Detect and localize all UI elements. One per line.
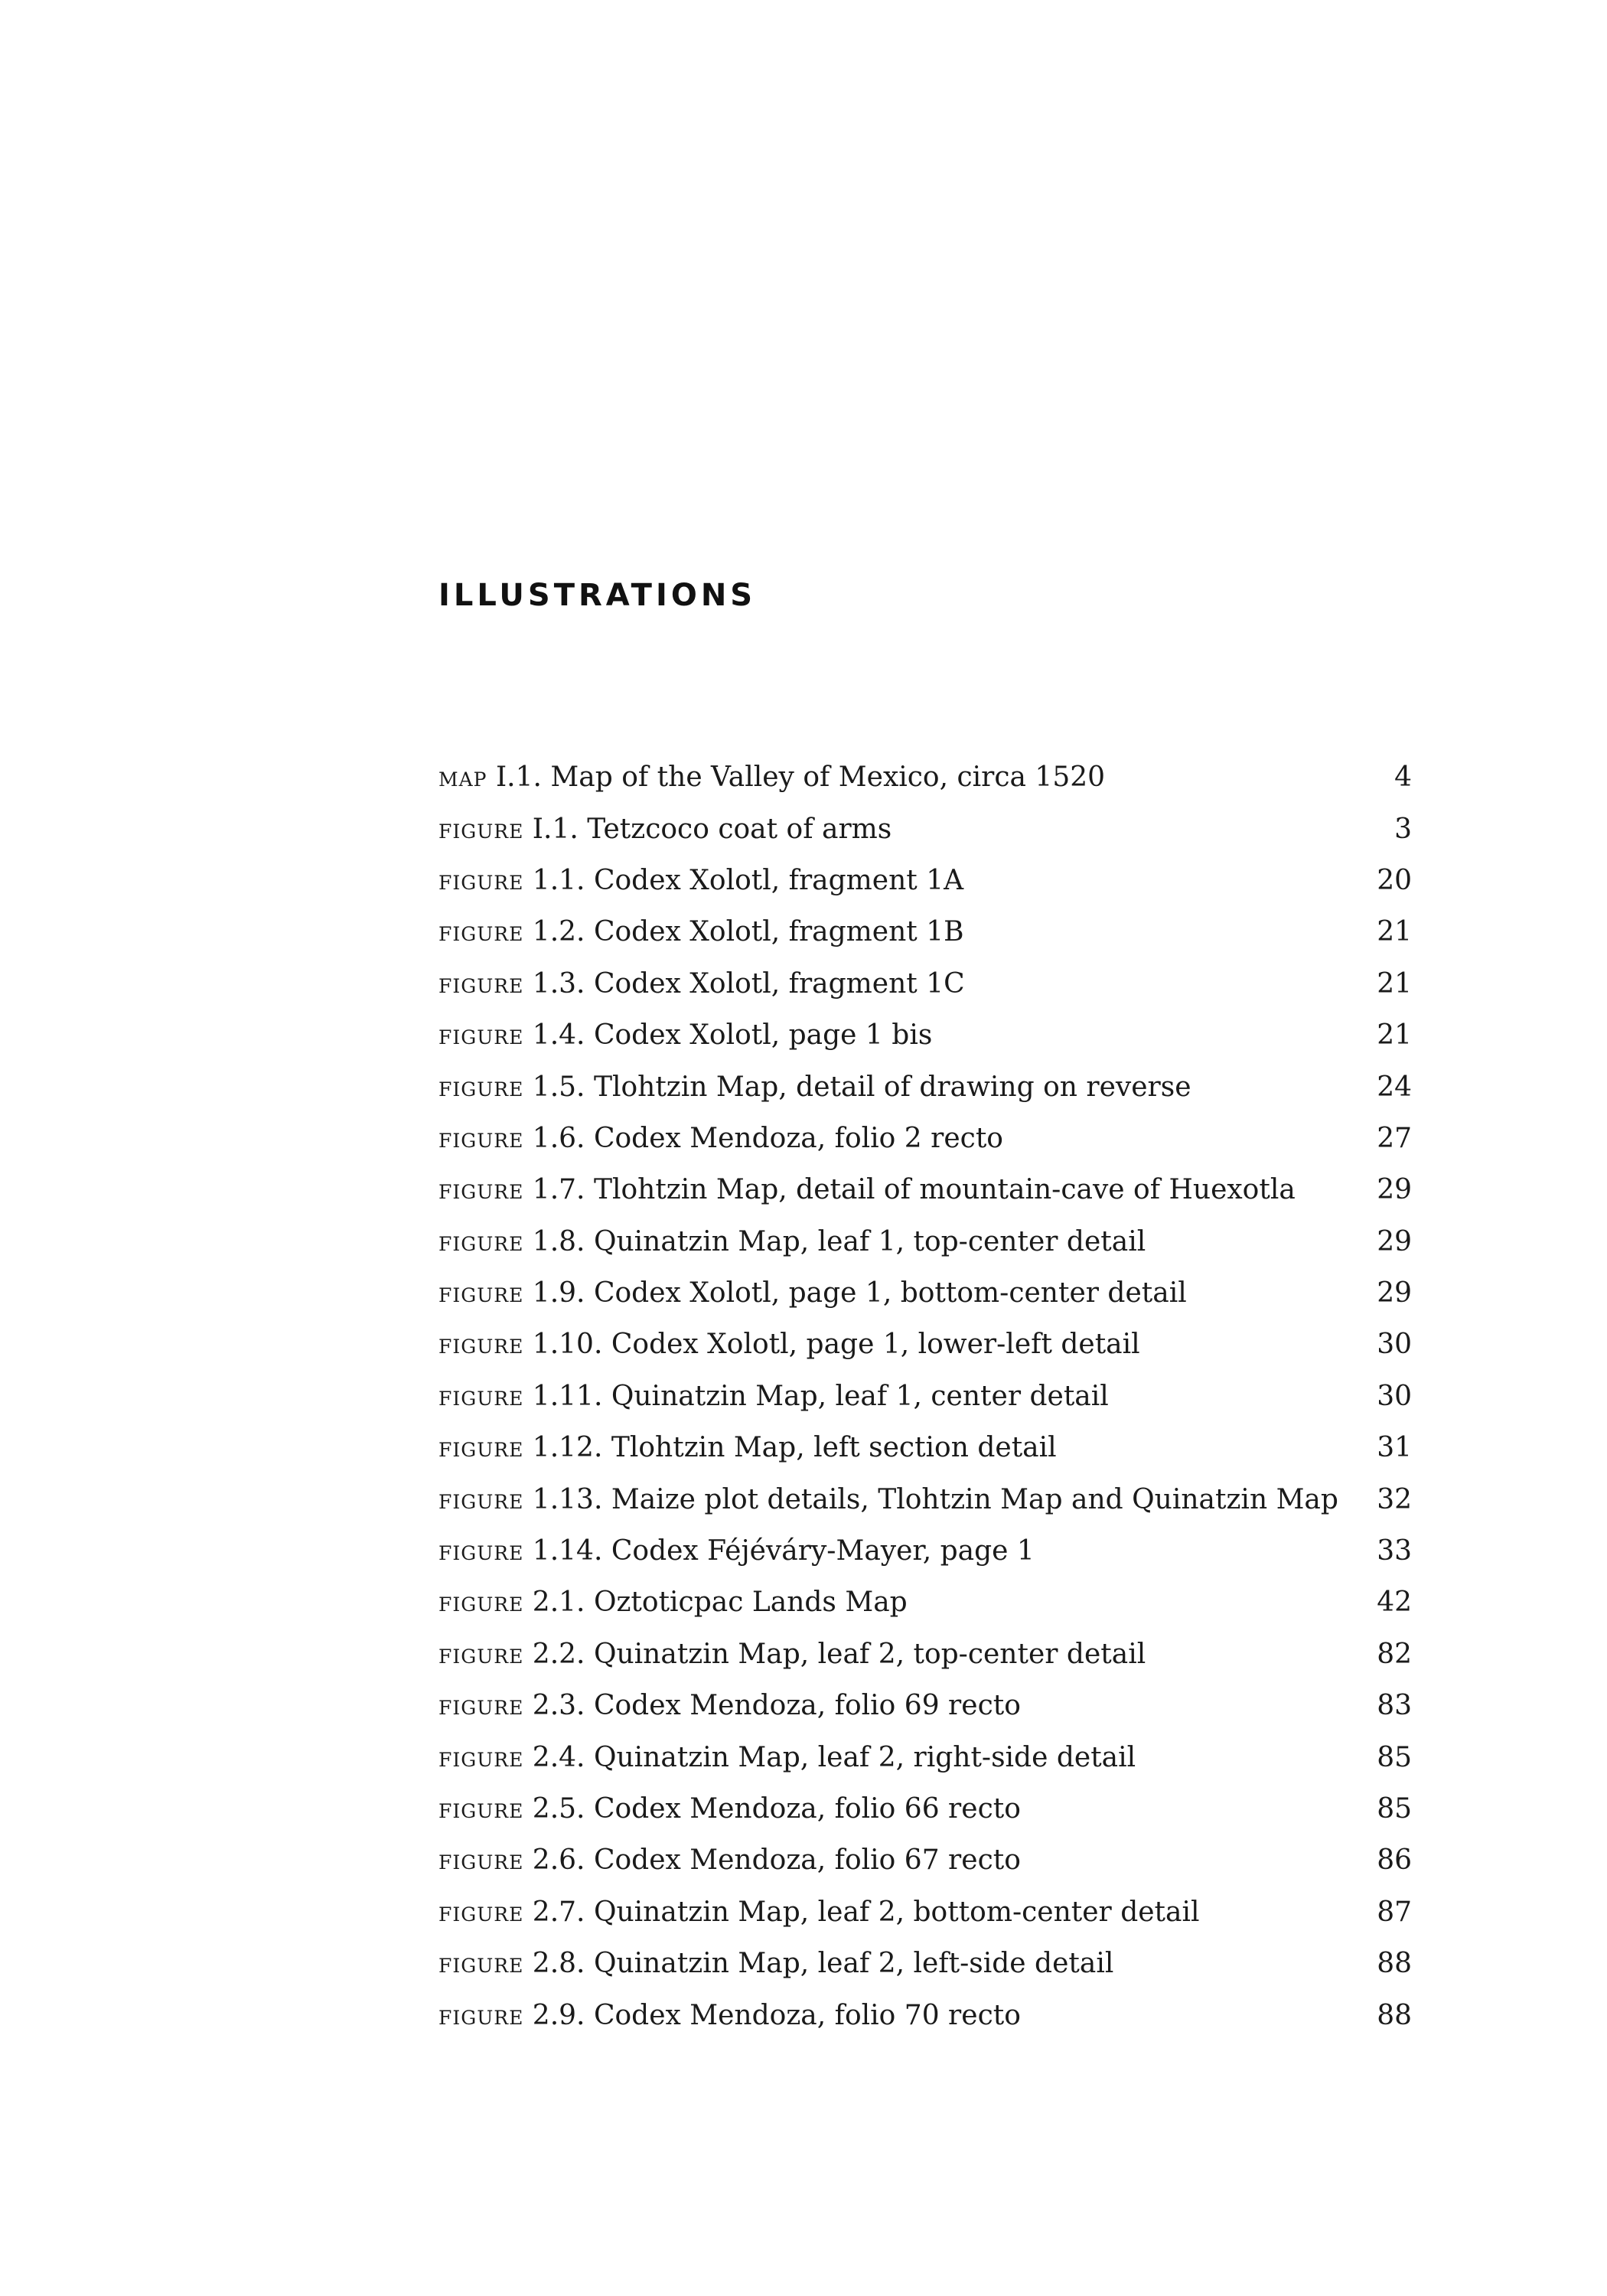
- illustration-label: figure: [438, 813, 524, 845]
- illustration-entry: [438, 1844, 1021, 1876]
- page-number: 83: [1377, 1690, 1412, 1722]
- illustration-title: Codex Xolotl, page 1, lower-left detail: [611, 1329, 1140, 1361]
- illustration-number: 1.9.: [532, 1277, 585, 1309]
- page-number: 29: [1377, 1225, 1412, 1257]
- page-number: 85: [1377, 1741, 1412, 1773]
- illustration-title: Tlohtzin Map, detail of mountain-cave of Huexotla: [593, 1174, 1296, 1206]
- illustration-label: figure: [438, 1225, 524, 1257]
- illustration-entry: [438, 1690, 1021, 1721]
- illustration-title: Codex Mendoza, folio 67 recto: [593, 1844, 1021, 1877]
- illustration-number: 1.13.: [532, 1483, 603, 1515]
- page-number: 30: [1377, 1329, 1412, 1361]
- illustration-label: figure: [438, 1071, 524, 1103]
- illustration-label: figure: [438, 1741, 524, 1773]
- illustration-entry: [438, 1381, 1109, 1412]
- illustration-label: figure: [438, 1535, 524, 1567]
- page-number: 21: [1377, 916, 1412, 948]
- page-number: 30: [1377, 1380, 1412, 1412]
- page-number: 31: [1377, 1432, 1412, 1464]
- list-item: [438, 1731, 1412, 1782]
- page-number: 42: [1377, 1587, 1412, 1619]
- illustration-entry: [438, 1742, 1136, 1773]
- list-item: [438, 1113, 1412, 1164]
- illustration-number: 1.12.: [532, 1432, 603, 1464]
- illustration-number: I.1.: [532, 813, 579, 845]
- list-item: [438, 1680, 1412, 1731]
- illustration-entry: [438, 916, 964, 947]
- list-item: [438, 958, 1412, 1009]
- illustration-number: 1.2.: [532, 916, 585, 948]
- illustration-label: figure: [438, 1999, 524, 2031]
- illustration-title: Codex Xolotl, page 1 bis: [593, 1019, 933, 1052]
- illustration-number: 1.10.: [532, 1329, 603, 1361]
- illustration-title: Quinatzin Map, leaf 1, top-center detail: [593, 1225, 1146, 1257]
- illustration-label: figure: [438, 967, 524, 1000]
- illustration-label: figure: [438, 1019, 524, 1052]
- list-item: [438, 1783, 1412, 1835]
- list-item: [438, 906, 1412, 957]
- page-number: 3: [1394, 813, 1412, 845]
- page-number: 20: [1377, 864, 1412, 896]
- illustration-label: figure: [438, 1690, 524, 1722]
- illustration-entry: [438, 865, 963, 896]
- illustration-label: figure: [438, 1793, 524, 1825]
- list-item: [438, 1216, 1412, 1267]
- list-item: [438, 1525, 1412, 1577]
- illustration-number: 2.7.: [532, 1896, 585, 1928]
- page-number: 32: [1377, 1483, 1412, 1515]
- page-number: 29: [1377, 1174, 1412, 1206]
- illustration-title: Quinatzin Map, leaf 2, bottom-center detail: [593, 1896, 1200, 1928]
- illustration-label: figure: [438, 1277, 524, 1309]
- illustration-label: figure: [438, 1844, 524, 1877]
- page-number: 21: [1377, 967, 1412, 1000]
- list-item: [438, 1473, 1412, 1525]
- illustration-label: figure: [438, 1380, 524, 1412]
- list-item: [438, 1629, 1412, 1680]
- illustration-number: 1.7.: [532, 1174, 585, 1206]
- illustration-title: Codex Xolotl, page 1, bottom-center detail: [593, 1277, 1187, 1309]
- illustration-title: Oztoticpac Lands Map: [593, 1587, 908, 1619]
- illustration-title: Codex Féjéváry-Mayer, page 1: [611, 1535, 1035, 1567]
- list-item: [438, 1887, 1412, 1938]
- list-item: [438, 1267, 1412, 1319]
- illustration-label: map: [438, 762, 487, 794]
- illustration-entry: [438, 1123, 1003, 1154]
- illustration-number: 2.9.: [532, 1999, 585, 2031]
- page-number: 88: [1377, 1999, 1412, 2031]
- illustration-title: Tlohtzin Map, detail of drawing on reverse: [593, 1071, 1191, 1103]
- page-number: 27: [1377, 1122, 1412, 1154]
- illustration-entry: [438, 1071, 1191, 1103]
- illustration-entry: [438, 1793, 1021, 1825]
- page-number: 24: [1377, 1071, 1412, 1103]
- illustration-title: Tetzcoco coat of arms: [587, 813, 892, 845]
- illustration-title: Codex Xolotl, fragment 1B: [593, 916, 964, 948]
- illustration-label: figure: [438, 1329, 524, 1361]
- illustration-number: 2.4.: [532, 1741, 585, 1773]
- illustration-label: figure: [438, 1432, 524, 1464]
- page-number: 4: [1394, 762, 1412, 794]
- illustration-label: figure: [438, 1483, 524, 1515]
- illustration-number: 1.8.: [532, 1225, 585, 1257]
- illustration-title: Codex Mendoza, folio 66 recto: [593, 1793, 1021, 1825]
- list-item: [438, 752, 1412, 803]
- illustration-title: Codex Mendoza, folio 69 recto: [593, 1690, 1021, 1722]
- illustration-entry: [438, 1535, 1035, 1567]
- illustration-entry: [438, 1587, 908, 1618]
- illustration-label: figure: [438, 1948, 524, 1980]
- page-number: 82: [1377, 1638, 1412, 1670]
- illustration-number: I.1.: [495, 762, 542, 794]
- list-item: [438, 1164, 1412, 1215]
- illustration-label: figure: [438, 1587, 524, 1619]
- illustration-title: Quinatzin Map, leaf 1, center detail: [611, 1380, 1109, 1412]
- list-item: [438, 1371, 1412, 1422]
- illustration-label: figure: [438, 1174, 524, 1206]
- illustration-number: 2.3.: [532, 1690, 585, 1722]
- illustration-entry: [438, 1896, 1200, 1928]
- page-title: ILLUSTRATIONS: [438, 578, 757, 613]
- illustration-title: Quinatzin Map, leaf 2, right-side detail: [593, 1741, 1136, 1773]
- page-number: 33: [1377, 1535, 1412, 1567]
- illustration-entry: [438, 1277, 1187, 1309]
- list-item: [438, 803, 1412, 854]
- illustration-label: figure: [438, 1122, 524, 1154]
- list-item: [438, 1422, 1412, 1473]
- illustration-title: Tlohtzin Map, left section detail: [611, 1432, 1057, 1464]
- list-item: [438, 1061, 1412, 1112]
- page-number: 86: [1377, 1844, 1412, 1877]
- illustration-entry: [438, 1432, 1057, 1463]
- illustration-title: Quinatzin Map, leaf 2, top-center detail: [593, 1638, 1146, 1670]
- illustration-number: 1.4.: [532, 1019, 585, 1052]
- page-number: 85: [1377, 1793, 1412, 1825]
- list-item: [438, 1577, 1412, 1628]
- illustration-number: 1.1.: [532, 864, 585, 896]
- illustration-entry: [438, 1484, 1338, 1515]
- illustration-number: 1.11.: [532, 1380, 603, 1412]
- illustration-entry: [438, 2000, 1021, 2031]
- illustration-number: 2.6.: [532, 1844, 585, 1877]
- illustration-entry: [438, 1174, 1296, 1205]
- illustration-title: Codex Xolotl, fragment 1A: [593, 864, 964, 896]
- illustration-label: figure: [438, 1638, 524, 1670]
- list-item: [438, 855, 1412, 906]
- illustration-number: 1.5.: [532, 1071, 585, 1103]
- illustration-entry: [438, 1019, 932, 1051]
- illustration-entry: [438, 762, 1105, 793]
- illustration-title: Map of the Valley of Mexico, circa 1520: [550, 762, 1106, 794]
- illustration-number: 2.8.: [532, 1948, 585, 1980]
- illustration-title: Codex Xolotl, fragment 1C: [593, 967, 965, 1000]
- list-item: [438, 1835, 1412, 1886]
- list-item: [438, 1938, 1412, 1989]
- illustration-number: 2.1.: [532, 1587, 585, 1619]
- list-item: [438, 1989, 1412, 2040]
- illustration-number: 1.3.: [532, 967, 585, 1000]
- illustration-label: figure: [438, 864, 524, 896]
- page-number: 87: [1377, 1896, 1412, 1928]
- illustration-number: 2.2.: [532, 1638, 585, 1670]
- illustration-entry: [438, 1329, 1140, 1360]
- list-item: [438, 1319, 1412, 1370]
- page-number: 29: [1377, 1277, 1412, 1309]
- illustration-title: Maize plot details, Tlohtzin Map and Quinatzin Map: [611, 1483, 1338, 1515]
- illustration-entry: [438, 1226, 1146, 1257]
- illustration-title: Codex Mendoza, folio 70 recto: [593, 1999, 1021, 2031]
- illustration-entry: [438, 814, 892, 845]
- illustration-entry: [438, 1948, 1113, 1979]
- page-number: 88: [1377, 1948, 1412, 1980]
- illustration-entry: [438, 968, 965, 1000]
- illustration-entry: [438, 1639, 1146, 1670]
- illustration-label: figure: [438, 916, 524, 948]
- illustrations-list: [438, 752, 1412, 2041]
- illustration-number: 1.14.: [532, 1535, 603, 1567]
- illustration-label: figure: [438, 1896, 524, 1928]
- illustration-number: 2.5.: [532, 1793, 585, 1825]
- page-number: 21: [1377, 1019, 1412, 1052]
- illustration-number: 1.6.: [532, 1122, 585, 1154]
- illustration-title: Codex Mendoza, folio 2 recto: [593, 1122, 1003, 1154]
- list-item: [438, 1009, 1412, 1061]
- illustration-title: Quinatzin Map, leaf 2, left-side detail: [593, 1948, 1114, 1980]
